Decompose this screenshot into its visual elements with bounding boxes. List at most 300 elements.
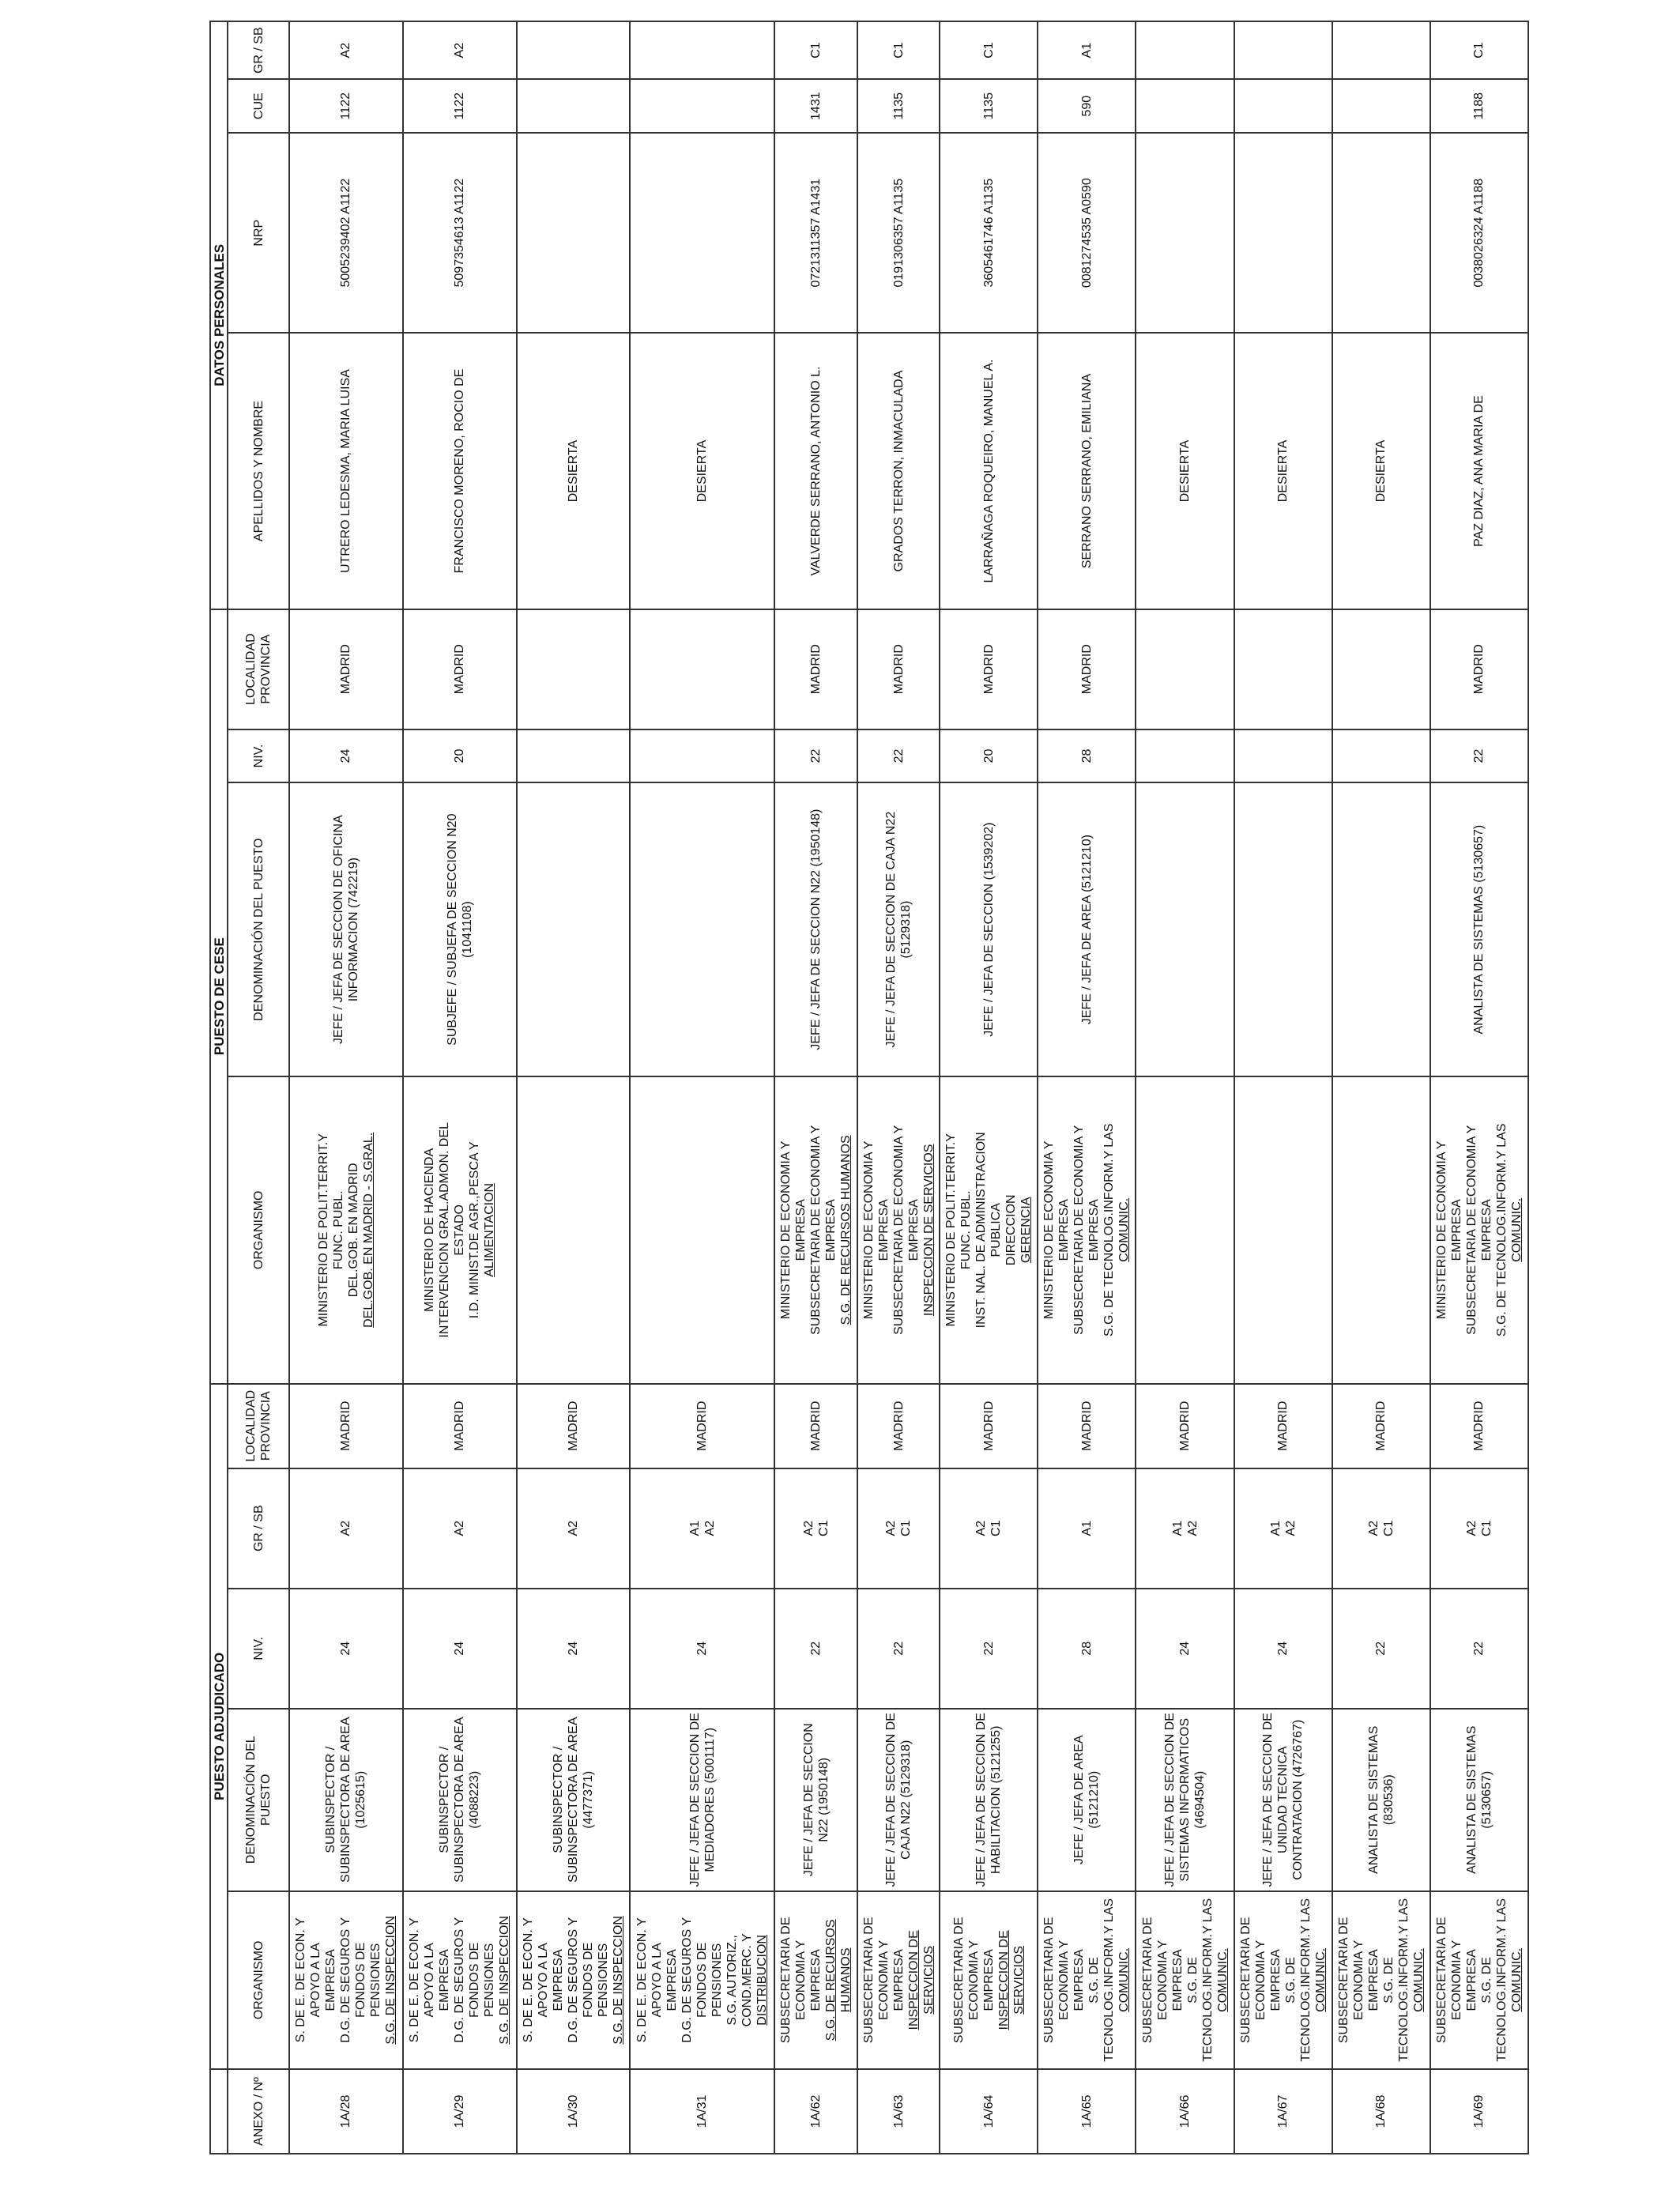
organismo-cese-cell-line: EMPRESA [794,1199,808,1261]
apellidos-nombre-cell: SERRANO SERRANO, EMILIANA [1038,333,1136,609]
localidad-cese-cell [1136,609,1234,729]
organismo-cese-cell-line: EMPRESA [1479,1199,1494,1261]
organismo-cese-cell-line: EMPRESA [1449,1199,1463,1261]
niv-cese-cell: 22 [774,729,857,783]
niv-cell: 24 [403,1589,517,1709]
organismo-cese-cell [1038,1076,1136,1384]
grsb-personal-cell [1332,21,1430,79]
organismo-cell-line: INSPECCION DE SERVICIOS [996,1930,1026,2030]
header-nrp: NRP [228,133,289,333]
niv-cese-cell: 20 [403,729,517,783]
cue-cell [630,79,774,133]
denominacion-cell: SUBINSPECTOR / SUBINSPECTORA DE AREA (4477371) [517,1709,631,1891]
grsb-cell-line: C1 [989,1520,1004,1536]
organismo-cese-cell-line: MINISTERIO DE ECONOMIA Y [861,1140,876,1320]
localidad-cese-cell: MADRID [289,609,403,729]
organismo-cese-cell-line: S.G. DE TECNOLOG.INFORM.Y LAS [1494,1123,1509,1337]
localidad-cell: MADRID [1332,1384,1430,1468]
section-header-row [210,21,228,2154]
grsb-cell-line: A2 [1283,1520,1298,1536]
denominacion-cell: JEFE / JEFA DE SECCION DE HABILITACION (5121255) [940,1709,1038,1891]
grsb-cell-line: A2 [566,1520,580,1536]
nrp-cell [517,133,631,333]
niv-cell: 24 [517,1589,631,1709]
grsb-cell [940,1468,1038,1589]
nrp-cell: 0038026324 A1188 [1430,133,1528,333]
organismo-cese-cell-line: EMPRESA [906,1199,921,1261]
table-row [774,21,857,2154]
grsb-cell [857,1468,940,1589]
denominacion-cese-cell: ANALISTA DE SISTEMAS (5130657) [1430,782,1528,1076]
organismo-cell-line: D.G. DE SEGUROS Y FONDOS DE [680,1917,710,2043]
organismo-cell [1136,1891,1234,2069]
header-grsb: GR / SB [228,1468,289,1589]
grsb-cell [517,1468,631,1589]
anexo-cell: 1A/63 [857,2069,940,2154]
niv-cese-cell: 20 [940,729,1038,783]
organismo-cell-line: S.G. DE TECNOLOG.INFORM.Y LAS [1283,1898,1313,2062]
header-localidad-line2: PROVINCIA [259,1391,273,1461]
cue-cell: 1135 [940,79,1038,133]
grsb-personal-cell: C1 [857,21,940,79]
grsb-personal-cell [1234,21,1332,79]
organismo-cese-cell-line: SUBSECRETARIA DE ECONOMIA Y [1464,1125,1478,1335]
section-datos-personales: DATOS PERSONALES [210,21,228,609]
grsb-personal-cell [1136,21,1234,79]
organismo-cese-cell-line: MINISTERIO DE HACIENDA [423,1148,437,1312]
localidad-cese-cell [1234,609,1332,729]
denominacion-cell: ANALISTA DE SISTEMAS (830536) [1332,1709,1430,1891]
organismo-cell-line: EMPRESA [1170,1949,1185,2011]
header-denominacion: DENOMINACIÓN DEL PUESTO [228,1709,289,1891]
cue-cell [1234,79,1332,133]
organismo-cese-cell [774,1076,857,1384]
grsb-cell [1038,1468,1136,1589]
table-row [1038,21,1136,2154]
grsb-cell [1136,1468,1234,1589]
organismo-cese-cell-line: S.G. DE RECURSOS HUMANOS [839,1135,853,1325]
organismo-cese-cell-line: MINISTERIO DE ECONOMIA Y [1042,1140,1057,1320]
organismo-cell [857,1891,940,2069]
grsb-cell [289,1468,403,1589]
anexo-cell: 1A/62 [774,2069,857,2154]
organismo-cese-cell-line: ESTADO [453,1204,467,1256]
organismo-cese-cell-line: EMPRESA [1087,1199,1102,1261]
organismo-cese-cell-line: EMPRESA [876,1199,891,1261]
apellidos-nombre-cell: DESIERTA [630,333,774,609]
localidad-cese-cell: MADRID [940,609,1038,729]
organismo-cell-line: S. DE E. DE ECON. Y APOYO A LA [294,1917,323,2043]
localidad-cell: MADRID [1136,1384,1234,1468]
denominacion-cese-cell [1136,782,1234,1076]
grsb-cell [1430,1468,1528,1589]
denominacion-cese-cell [1332,782,1430,1076]
apellidos-nombre-cell: PAZ DIAZ, ANA MARIA DE [1430,333,1528,609]
cue-cell: 1135 [857,79,940,133]
organismo-cell [940,1891,1038,2069]
organismo-cell-line: S.G. AUTORIZ., COND.MERC. Y [725,1933,755,2027]
grsb-cell-line: A2 [339,1520,353,1536]
localidad-cese-cell: MADRID [774,609,857,729]
apellidos-nombre-cell: LARRAÑAGA ROQUEIRO, MANUEL A. [940,333,1038,609]
grsb-personal-cell: A2 [403,21,517,79]
organismo-cell-line: S.G. DE INSPECCION [611,1916,625,2045]
grsb-cell-line: A2 [974,1520,989,1536]
denominacion-cell: JEFE / JEFA DE AREA (5121210) [1038,1709,1136,1891]
niv-cell: 22 [774,1589,857,1709]
nrp-cell: 0721311357 A1431 [774,133,857,333]
nrp-cell: 0081274535 A0590 [1038,133,1136,333]
organismo-cese-cell-line: DEL.GOB. EN MADRID - S.GRAL. [361,1132,375,1328]
organismo-cese-cell-line: EMPRESA [824,1199,838,1261]
organismo-cese-cell [403,1076,517,1384]
grsb-cell-line: A2 [1366,1520,1381,1536]
organismo-cell-line: D.G. DE SEGUROS Y FONDOS DE [339,1917,368,2043]
grsb-personal-cell: C1 [940,21,1038,79]
anexo-cell: 1A/67 [1234,2069,1332,2154]
organismo-cese-cell-line: ALIMENTACION [483,1182,497,1277]
niv-cell: 22 [1332,1589,1430,1709]
localidad-cese-cell [517,609,631,729]
nrp-cell: 0191306357 A1135 [857,133,940,333]
organismo-cese-cell-line: COMUNIC. [1509,1197,1524,1262]
organismo-cell-line: S. DE E. DE ECON. Y APOYO A LA [408,1917,437,2043]
niv-cese-cell [1136,729,1234,783]
organismo-cese-cell-line: SUBSECRETARIA DE ECONOMIA Y [809,1125,823,1335]
localidad-cell: MADRID [517,1384,631,1468]
cue-cell: 1122 [289,79,403,133]
grsb-cell [1332,1468,1430,1589]
anexo-cell: 1A/65 [1038,2069,1136,2154]
organismo-cell-line: COMUNIC. [1313,1947,1328,2012]
organismo-cell-line: DISTRIBUCION [755,1935,770,2026]
organismo-cell [1038,1891,1136,2069]
grsb-personal-cell [630,21,774,79]
cue-cell [1332,79,1430,133]
organismo-cese-cell-line: INTERVENCION GRAL.ADMON. DEL [438,1122,452,1338]
grsb-cell [774,1468,857,1589]
organismo-cell-line: COMUNIC. [1411,1947,1426,2012]
organismo-cell-line: PENSIONES [596,1943,610,2018]
table-row [940,21,1038,2154]
table-row [517,21,631,2154]
organismo-cell-line: EMPRESA [1268,1949,1283,2011]
niv-cese-cell: 24 [289,729,403,783]
localidad-cell: MADRID [774,1384,857,1468]
grsb-cell-line: C1 [1381,1520,1396,1536]
niv-cell: 24 [1136,1589,1234,1709]
niv-cell: 24 [289,1589,403,1709]
nrp-cell [630,133,774,333]
niv-cell: 22 [857,1589,940,1709]
grsb-cell-line: A2 [703,1520,717,1536]
organismo-cell [774,1891,857,2069]
organismo-cese-cell [630,1076,774,1384]
cue-cell [517,79,631,133]
denominacion-cell: ANALISTA DE SISTEMAS (5130657) [1430,1709,1528,1891]
anexo-cell: 1A/28 [289,2069,403,2154]
niv-cese-cell [1332,729,1430,783]
apellidos-nombre-cell: DESIERTA [1332,333,1430,609]
apellidos-nombre-cell: GRADOS TERRON, INMACULADA [857,333,940,609]
nrp-cell: 5005239402 A1122 [289,133,403,333]
organismo-cell-line: S.G. DE INSPECCION [384,1916,398,2045]
denominacion-cell: JEFE / JEFA DE SECCION DE UNIDAD TECNICA CONTRATACION (4726767) [1234,1709,1332,1891]
grsb-cell-line: A1 [687,1520,702,1536]
organismo-cell-line: S.G. DE TECNOLOG.INFORM.Y LAS [1087,1898,1117,2062]
header-localidad-line1: LOCALIDAD [244,1389,258,1462]
organismo-cese-cell-line: MINISTERIO DE POLIT.TERRIT.Y [944,1133,959,1327]
localidad-cell: MADRID [403,1384,517,1468]
table-row [403,21,517,2154]
cue-cell: 1188 [1430,79,1528,133]
denominacion-cell: JEFE / JEFA DE SECCION DE CAJA N22 (5129318) [857,1709,940,1891]
header-niv-cese: NIV. [228,729,289,783]
organismo-cell-line: SUBSECRETARIA DE ECONOMIA Y [951,1917,981,2044]
organismo-cese-cell [857,1076,940,1384]
organismo-cell-line: EMPRESA [1366,1949,1381,2011]
cue-cell: 590 [1038,79,1136,133]
organismo-cell [1234,1891,1332,2069]
organismo-cese-cell-line: INSPECCION DE SERVICIOS [921,1144,936,1317]
niv-cese-cell [630,729,774,783]
niv-cese-cell: 22 [1430,729,1528,783]
section-puesto-de-cese: PUESTO DE CESE [210,609,228,1384]
anexo-cell: 1A/64 [940,2069,1038,2154]
table-row [1136,21,1234,2154]
organismo-cese-cell-line: DIRECCION [1004,1194,1019,1266]
organismo-cell-line: SUBSECRETARIA DE ECONOMIA Y [1336,1917,1365,2044]
organismo-cell-line: COMUNIC. [1509,1947,1524,2012]
localidad-cese-cell: MADRID [403,609,517,729]
table-row [630,21,774,2154]
grsb-cell-line: A2 [884,1520,898,1536]
organismo-cese-cell [1332,1076,1430,1384]
denominacion-cell: JEFE / JEFA DE SECCION DE SISTEMAS INFORMATICOS (4694504) [1136,1709,1234,1891]
organismo-cell-line: D.G. DE SEGUROS Y FONDOS DE [453,1917,482,2043]
section-puesto-adjudicado: PUESTO ADJUDICADO [210,1384,228,2069]
grsb-cell [403,1468,517,1589]
organismo-cese-cell-line: GERENCIA [1019,1197,1034,1264]
cue-cell: 1122 [403,79,517,133]
denominacion-cell: JEFE / JEFA DE SECCION DE MEDIADORES (5001117) [630,1709,774,1891]
grsb-cell-line: C1 [899,1520,913,1536]
denominacion-cell: JEFE / JEFA DE SECCION N22 (1950148) [774,1709,857,1891]
localidad-cese-cell [630,609,774,729]
organismo-cell-line: S. DE E. DE ECON. Y APOYO A LA [521,1917,550,2043]
localidad-cese-cell: MADRID [1038,609,1136,729]
organismo-cell-line: PENSIONES [369,1943,383,2018]
denominacion-cese-cell [1234,782,1332,1076]
table-row [857,21,940,2154]
localidad-cell: MADRID [857,1384,940,1468]
niv-cese-cell: 28 [1038,729,1136,783]
anexo-cell: 1A/29 [403,2069,517,2154]
table-body [289,21,1528,2154]
niv-cese-cell [1234,729,1332,783]
table-row [1234,21,1332,2154]
organismo-cell [1332,1891,1430,2069]
organismo-cell [403,1891,517,2069]
grsb-cell-line: C1 [816,1520,831,1536]
organismo-cese-cell-line: SUBSECRETARIA DE ECONOMIA Y [891,1125,906,1335]
apellidos-nombre-cell: FRANCISCO MORENO, ROCIO DE [403,333,517,609]
organismo-cell-line: D.G. DE SEGUROS Y FONDOS DE [566,1917,595,2043]
organismo-cell-line: EMPRESA [438,1949,452,2011]
grsb-personal-cell: A2 [289,21,403,79]
organismo-cell-line: EMPRESA [1072,1949,1087,2011]
organismo-cese-cell-line: FUNC. PUBL. [331,1190,345,1270]
denominacion-cell: SUBINSPECTOR / SUBINSPECTORA DE AREA (4088223) [403,1709,517,1891]
header-organismo: ORGANISMO [228,1891,289,2069]
localidad-cell: MADRID [1038,1384,1136,1468]
niv-cell: 24 [630,1589,774,1709]
grsb-personal-cell: C1 [774,21,857,79]
header-organismo-cese: ORGANISMO [228,1076,289,1384]
localidad-cell: MADRID [630,1384,774,1468]
anexo-cell: 1A/68 [1332,2069,1430,2154]
anexo-cell: 1A/30 [517,2069,631,2154]
organismo-cell-line: PENSIONES [483,1943,497,2018]
apellidos-nombre-cell: DESIERTA [1136,333,1234,609]
header-localidad-cese-line2: PROVINCIA [259,634,273,704]
anexo-cell: 1A/31 [630,2069,774,2154]
localidad-cell: MADRID [1430,1384,1528,1468]
grsb-personal-cell: A1 [1038,21,1136,79]
organismo-cell-line: SUBSECRETARIA DE ECONOMIA Y [1042,1917,1072,2044]
document-page [209,21,1529,2154]
grsb-personal-cell: C1 [1430,21,1528,79]
organismo-cell-line: EMPRESA [665,1949,680,2011]
denominacion-cese-cell: JEFE / JEFA DE AREA (5121210) [1038,782,1136,1076]
organismo-cell-line: S.G. DE TECNOLOG.INFORM.Y LAS [1381,1898,1411,2062]
localidad-cell: MADRID [1234,1384,1332,1468]
organismo-cell-line: COMUNIC. [1215,1947,1230,2012]
nrp-cell: 5097354613 A1122 [403,133,517,333]
header-localidad [228,1384,289,1468]
organismo-cell-line: EMPRESA [551,1949,565,2011]
table-row [1332,21,1430,2154]
organismo-cell-line: S.G. DE TECNOLOG.INFORM.Y LAS [1479,1898,1509,2062]
organismo-cese-cell-line: SUBSECRETARIA DE ECONOMIA Y [1072,1125,1087,1335]
grsb-cell [630,1468,774,1589]
header-apellidos: APELLIDOS Y NOMBRE [228,333,289,609]
denominacion-cell: SUBINSPECTOR / SUBINSPECTORA DE AREA (1025615) [289,1709,403,1891]
denominacion-cese-cell: JEFE / JEFA DE SECCION DE OFICINA INFORMACION (742219) [289,782,403,1076]
anexo-cell: 1A/69 [1430,2069,1528,2154]
localidad-cell: MADRID [289,1384,403,1468]
organismo-cell-line: SUBSECRETARIA DE ECONOMIA Y [1238,1917,1268,2044]
localidad-cell: MADRID [940,1384,1038,1468]
apellidos-nombre-cell: UTRERO LEDESMA, MARIA LUISA [289,333,403,609]
cue-cell: 1431 [774,79,857,133]
organismo-cell-line: S.G. DE RECURSOS HUMANOS [824,1919,853,2041]
grsb-personal-cell [517,21,631,79]
organismo-cese-cell [1234,1076,1332,1384]
organismo-cell-line: INSPECCION DE SERVICIOS [906,1930,936,2030]
localidad-cese-cell [1332,609,1430,729]
organismo-cese-cell-line: PUBLICA [989,1203,1004,1257]
organismo-cese-cell-line: MINISTERIO DE ECONOMIA Y [779,1140,793,1320]
organismo-cese-cell [1430,1076,1528,1384]
header-cue: CUE [228,79,289,133]
localidad-cese-cell: MADRID [857,609,940,729]
apellidos-nombre-cell: VALVERDE SERRANO, ANTONIO L. [774,333,857,609]
header-denominacion-cese: DENOMINACIÓN DEL PUESTO [228,782,289,1076]
grsb-cell-line: A1 [1268,1520,1283,1536]
organismo-cell-line: EMPRESA [324,1949,338,2011]
niv-cell: 24 [1234,1589,1332,1709]
organismo-cell-line: EMPRESA [1464,1949,1478,2011]
denominacion-cese-cell [517,782,631,1076]
niv-cell: 22 [940,1589,1038,1709]
denominacion-cese-cell: JEFE / JEFA DE SECCION DE CAJA N22 (5129318) [857,782,940,1076]
grsb-cell-line: A2 [1185,1520,1200,1536]
organismo-cese-cell-line: I.D. MINIST.DE AGR.,PESCA Y [468,1141,482,1319]
cue-cell [1136,79,1234,133]
organismo-cell-line: EMPRESA [891,1949,906,2011]
header-localidad-cese-line1: LOCALIDAD [244,633,258,705]
denominacion-cese-cell: SUBJEFE / SUBJEFA DE SECCION N20 (1041108) [403,782,517,1076]
organismo-cell [289,1891,403,2069]
organismo-cell [1430,1891,1528,2069]
denominacion-cese-cell: JEFE / JEFA DE SECCION (1539202) [940,782,1038,1076]
nrp-cell: 3605461746 A1135 [940,133,1038,333]
organismo-cese-cell-line: EMPRESA [1057,1199,1072,1261]
organismo-cese-cell [289,1076,403,1384]
nrp-cell [1136,133,1234,333]
denominacion-cese-cell [630,782,774,1076]
apellidos-nombre-cell: DESIERTA [517,333,631,609]
anexo-cell: 1A/66 [1136,2069,1234,2154]
column-header-row [228,21,289,2154]
nrp-cell [1234,133,1332,333]
grsb-cell-line: A1 [1079,1520,1094,1536]
organismo-cell-line: S.G. DE INSPECCION [498,1916,512,2045]
header-grsb-personal: GR / SB [228,21,289,79]
niv-cell: 28 [1038,1589,1136,1709]
grsb-cell-line: A2 [801,1520,816,1536]
organismo-cell-line: S. DE E. DE ECON. Y APOYO A LA [635,1917,665,2043]
organismo-cese-cell-line: MINISTERIO DE ECONOMIA Y [1434,1140,1448,1320]
header-anexo: ANEXO / Nº [228,2069,289,2154]
organismo-cell-line: COMUNIC. [1117,1947,1132,2012]
organismo-cell-line: SUBSECRETARIA DE ECONOMIA Y [779,1917,808,2044]
adjudication-table [209,21,1529,2154]
organismo-cell-line: PENSIONES [710,1943,725,2018]
grsb-cell-line: C1 [1479,1520,1494,1536]
apellidos-nombre-cell: DESIERTA [1234,333,1332,609]
organismo-cese-cell-line: COMUNIC. [1117,1197,1132,1262]
organismo-cell-line: SUBSECRETARIA DE ECONOMIA Y [1434,1917,1463,2044]
nrp-cell [1332,133,1430,333]
niv-cell: 22 [1430,1589,1528,1709]
organismo-cell-line: EMPRESA [981,1949,996,2011]
organismo-cell-line: EMPRESA [809,1949,823,2011]
header-localidad-cese [228,609,289,729]
niv-cese-cell: 22 [857,729,940,783]
table-row [1430,21,1528,2154]
organismo-cese-cell-line: INST. NAL. DE ADMINISTRACION [974,1132,989,1329]
denominacion-cese-cell: JEFE / JEFA DE SECCION N22 (1950148) [774,782,857,1076]
header-niv: NIV. [228,1589,289,1709]
organismo-cese-cell-line: FUNC. PUBL. [959,1190,974,1270]
grsb-cell-line: A1 [1170,1520,1185,1536]
grsb-cell-line: A2 [453,1520,467,1536]
organismo-cese-cell-line: DEL.GOB. EN MADRID [346,1163,360,1298]
table-row [289,21,403,2154]
grsb-cell [1234,1468,1332,1589]
